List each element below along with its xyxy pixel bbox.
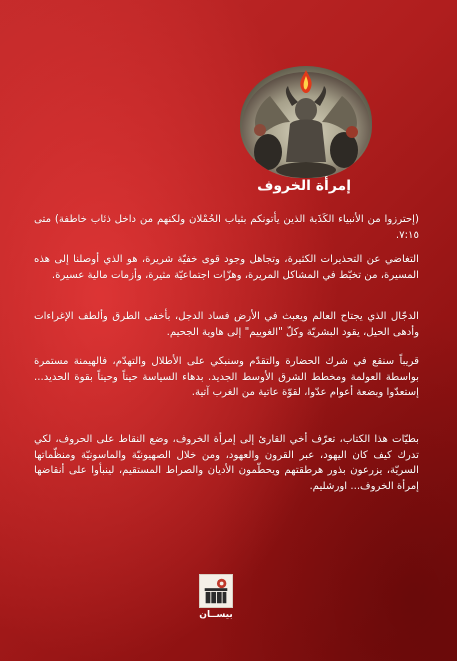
paragraph-5: بطيّات هذا الكتاب، تعرّف أخي القارئ إلى إمرأة الخروف، وضع النقاط على الحروف، لكي تدرك كيف كان اليهود، عبر القرون والعهود، ومن خلال الصهيونيّة والماسونيّة ومنظّماتها السريّة، يزرعون بذور هرطقتهم ويحطّمون الأديان والصراط المستقيم، لينبأوا على أنقاضها إمرأة الخروف... اورشليم.: [34, 434, 419, 492]
paragraph-block-4: [34, 354, 419, 401]
paragraph-1: (إحترزوا من الأنبياء الكَذَبة الذين يأتونكم بثياب الحُمْلان ولكنهم من داخل ذئاب خاطفة) متى ٧:١٥.: [34, 214, 419, 241]
books-logo-icon: [199, 574, 233, 608]
devil-figure-icon: [240, 66, 372, 178]
paragraph-2: التغاضي عن التحذيرات الكثيرة، وتجاهل وجود قوى خفيّة شريرة، هو الذي أوصلنا إلى هذه المسيرة، من تخبّط في المشاكل المريرة، وهزّات اجتماعيّة مثيرة، وأزمات مالية عسيرة.: [34, 254, 419, 281]
paragraph-4: قريباً سنقع في شرك الحضارة والتقدّم وسنبكي على الأطلال والتهدّم، فالهيمنة مستمرة بواسطة العولمة ومخطط الشرق الأوسط الجديد. بدهاء السياسة حيناً وحيناً بقوة الحديد... إستعدّوا وبضعة أعوام عدّوا، لقوّة عاتية من الغرب آتية.: [34, 356, 419, 398]
paragraph-quote: [34, 212, 419, 243]
publisher-name: بيســان: [199, 610, 233, 620]
publisher-logo: [199, 574, 233, 626]
paragraph-block-5: [34, 432, 419, 494]
paragraph-block-2: [34, 252, 419, 283]
devil-figure-illustration: [240, 66, 372, 178]
paragraph-3: الدجّال الذي يجتاح العالم ويعبث في الأرض فساد الدجل، بأخفى الطرق وألطف الإغراءات وأدهى الحيل، يقود البشريّة وكلّ "الغوييم" إلى هاوية الجحيم.: [34, 311, 419, 338]
paragraph-block-3: [34, 309, 419, 340]
book-title: إمرأة الخروف: [257, 178, 351, 194]
